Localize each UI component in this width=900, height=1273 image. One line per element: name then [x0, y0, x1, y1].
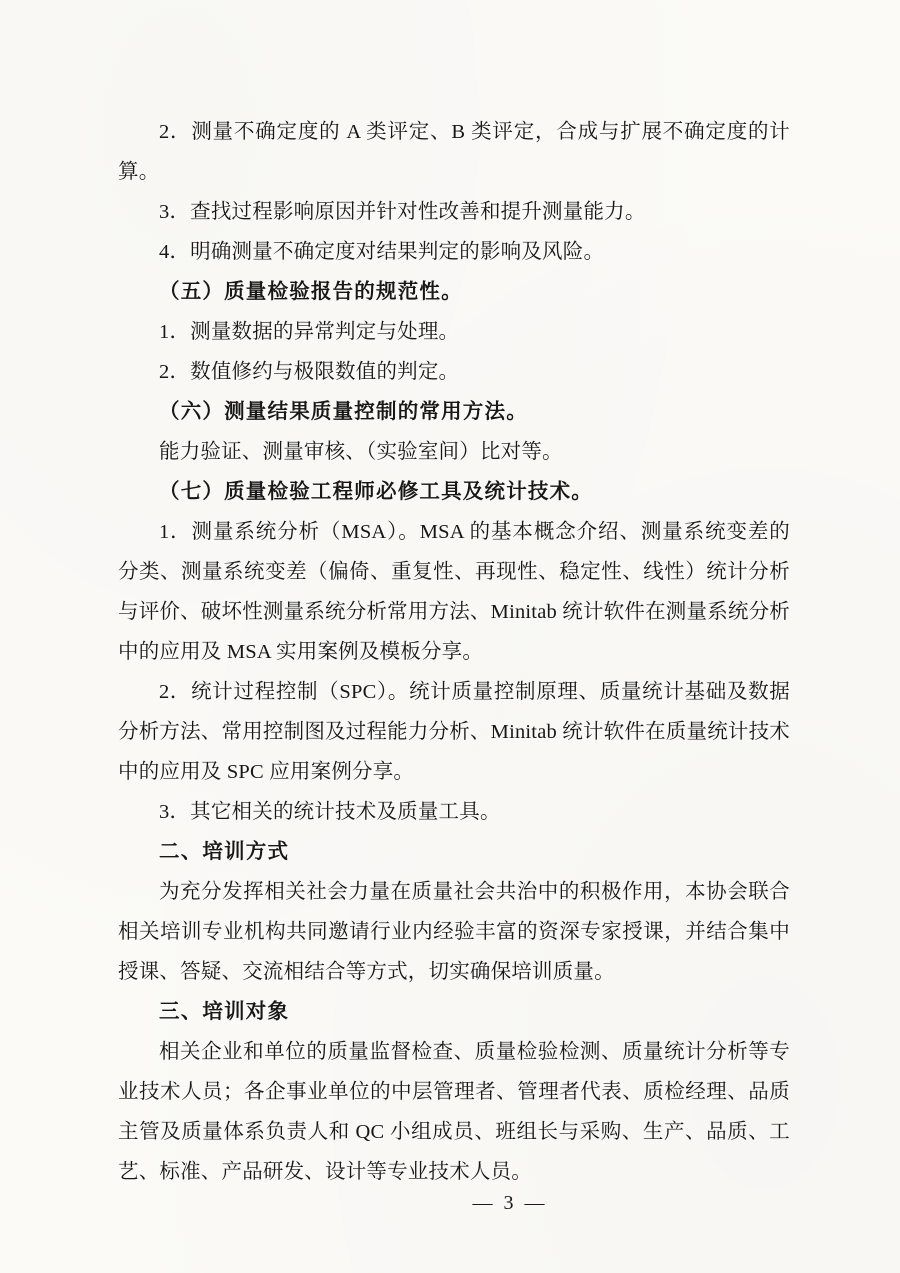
heading-section-five: （五）质量检验报告的规范性。: [159, 281, 463, 303]
heading-section-two-training-method: 二、培训方式: [159, 841, 290, 863]
paragraph-seven-item-2: 2．统计过程控制（SPC）。统计质量控制原理、质量统计基础及数据分析方法、常用控制图及过程能力分析、Minitab 统计软件在质量统计技术中的应用及 SPC 应用案例分享。: [118, 681, 790, 783]
paragraph-seven-item-1: 1．测量系统分析（MSA）。MSA 的基本概念介绍、测量系统变差的分类、测量系统变差（偏倚、重复性、再现性、稳定性、线性）统计分析与评价、破坏性测量系统分析常用方法、Minitab 统计软件在测量系统分析中的应用及 MSA 实用案例及模板分享。: [118, 521, 790, 663]
paragraph-six-body: 能力验证、测量审核、（实验室间）比对等。: [159, 441, 563, 463]
paragraph-item-4-risk: 4．明确测量不确定度对结果判定的影响及风险。: [159, 241, 605, 263]
paragraph-item-3-find-cause: 3．查找过程影响原因并针对性改善和提升测量能力。: [159, 201, 646, 223]
heading-section-seven: （七）质量检验工程师必修工具及统计技术。: [159, 481, 593, 503]
paragraph-item-2-uncertainty: 2．测量不确定度的 A 类评定、B 类评定，合成与扩展不确定度的计算。: [118, 121, 790, 183]
paragraph-seven-item-3: 3．其它相关的统计技术及质量工具。: [159, 801, 501, 823]
paragraph-five-item-1: 1．测量数据的异常判定与处理。: [159, 321, 460, 343]
heading-section-three-training-audience: 三、培训对象: [159, 1001, 290, 1023]
page-number-text: — 3 —: [472, 1192, 548, 1214]
document-body: [118, 112, 790, 1192]
page-number: [0, 1192, 900, 1215]
heading-section-six: （六）测量结果质量控制的常用方法。: [159, 401, 528, 423]
paragraph-section-three-body: 相关企业和单位的质量监督检查、质量检验检测、质量统计分析等专业技术人员；各企事业单位的中层管理者、管理者代表、质检经理、品质主管及质量体系负责人和 QC 小组成员、班组长与采购、生产、品质、工艺、标准、产品研发、设计等专业技术人员。: [118, 1041, 790, 1183]
paragraph-section-two-body: 为充分发挥相关社会力量在质量社会共治中的积极作用，本协会联合相关培训专业机构共同邀请行业内经验丰富的资深专家授课，并结合集中授课、答疑、交流相结合等方式，切实确保培训质量。: [118, 881, 790, 983]
paragraph-five-item-2: 2．数值修约与极限数值的判定。: [159, 361, 460, 383]
